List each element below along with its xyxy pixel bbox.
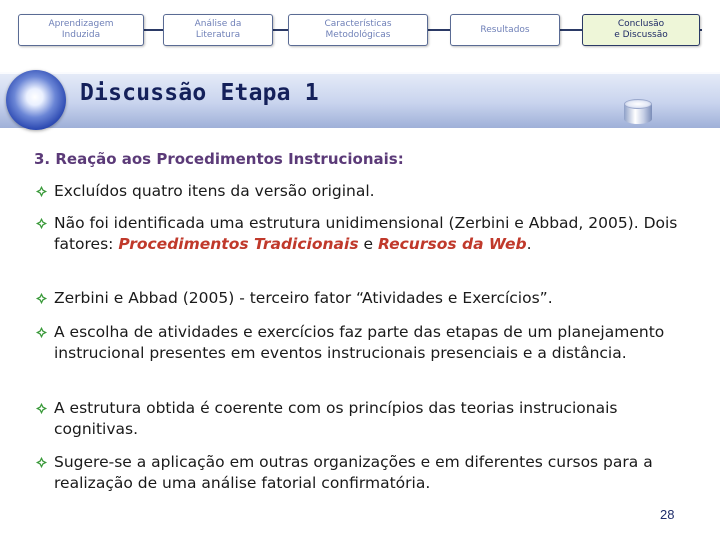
bullet-text: A estrutura obtida é coerente com os princípios das teorias instrucionais cognitivas. (54, 399, 618, 438)
bullet-item (35, 322, 703, 364)
bullet-text: Sugere-se a aplicação em outras organizações e em diferentes cursos para a realização de uma análise fatorial confirmatória. (54, 453, 653, 492)
bullet-text: Não foi identificada uma estrutura unidimensional (Zerbini e Abbad, 2005). Dois fatores: (54, 214, 678, 253)
bullet-item (35, 452, 703, 494)
blue-orb-icon (6, 70, 66, 130)
page-title: Discussão Etapa 1 (80, 80, 319, 106)
diamond-bullet-icon (35, 292, 48, 305)
section-heading: 3. Reação aos Procedimentos Instrucionais: (34, 150, 404, 168)
bullet-item (35, 398, 703, 440)
title-band-highlight (0, 72, 720, 74)
bullet-text: Zerbini e Abbad (2005) - terceiro fator “Atividades e Exercícios”. (54, 289, 553, 307)
bullet-text: . (526, 235, 532, 253)
cylinder-icon (624, 98, 652, 128)
diamond-bullet-icon (35, 185, 48, 198)
page-number: 28 (660, 507, 675, 522)
emphasis-term: Recursos da Web (377, 235, 527, 253)
nav-item-caracteristicas-metodologicas[interactable]: Características Metodológicas (288, 14, 428, 46)
diamond-bullet-icon (35, 326, 48, 339)
bullet-item (35, 213, 703, 255)
bullet-text: A escolha de atividades e exercícios faz parte das etapas de um planejamento instrucional presentes em eventos instrucionais presenciais e a distância. (54, 323, 665, 362)
diamond-bullet-icon (35, 217, 48, 230)
bullet-text: Excluídos quatro itens da versão original. (54, 182, 375, 200)
nav-item-conclusao-discussao[interactable]: Conclusão e Discussão (582, 14, 700, 46)
diamond-bullet-icon (35, 456, 48, 469)
diamond-bullet-icon (35, 402, 48, 415)
nav-item-resultados[interactable]: Resultados (450, 14, 560, 46)
bullet-text: e (358, 235, 378, 253)
bullet-item (35, 181, 703, 202)
nav-item-analise-literatura[interactable]: Análise da Literatura (163, 14, 273, 46)
nav-item-aprendizagem-induzida[interactable]: Aprendizagem Induzida (18, 14, 144, 46)
bullet-item (35, 288, 703, 309)
emphasis-term: Procedimentos Tradicionais (118, 235, 359, 253)
